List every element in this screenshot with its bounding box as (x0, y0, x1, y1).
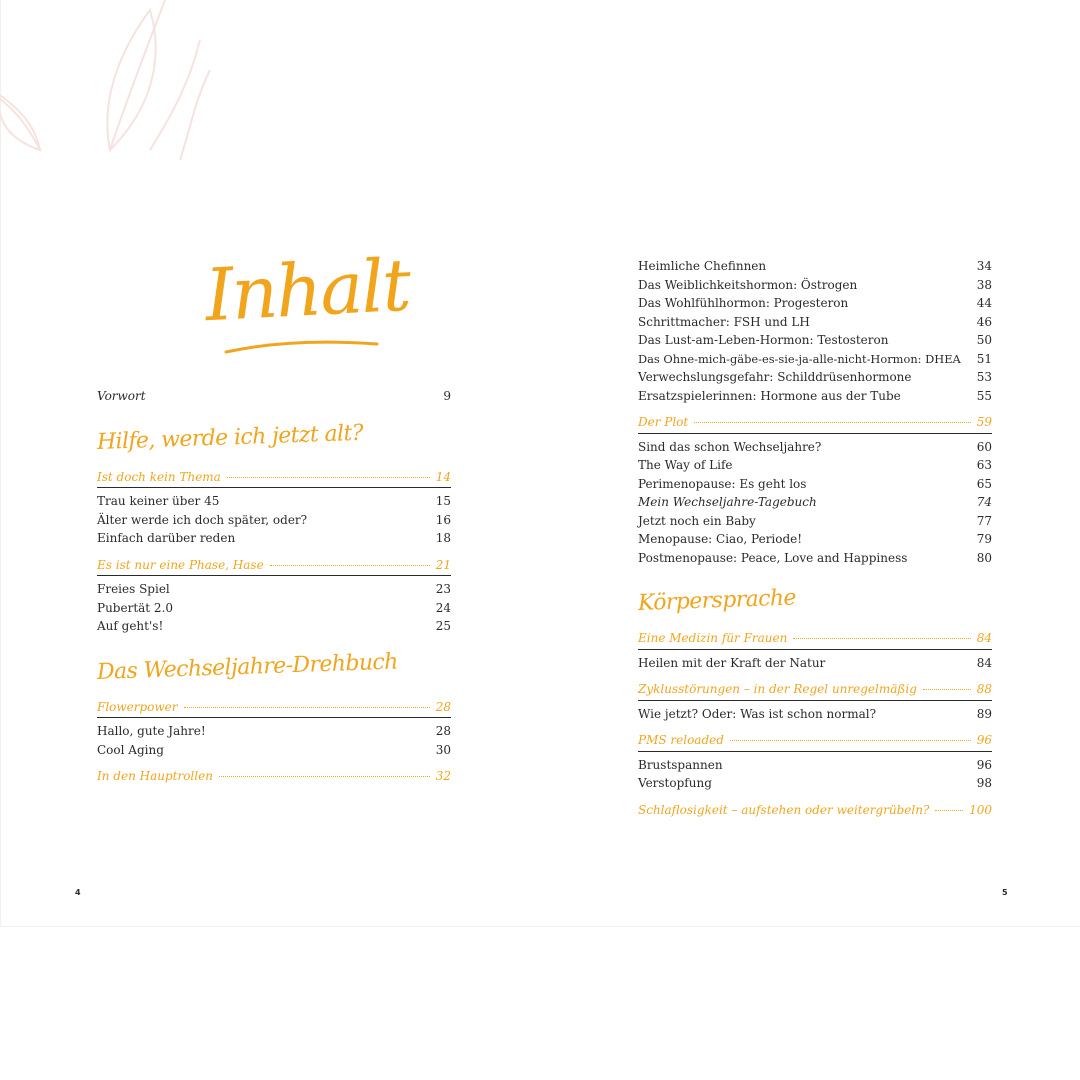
entry-page: 16 (435, 512, 451, 527)
chapter-title: In den Hauptrollen (97, 769, 213, 783)
entry-title: Das Lust-am-Leben-Hormon: Testosteron (638, 333, 889, 347)
entry-page: 9 (443, 389, 451, 403)
toc-entry[interactable] (638, 456, 992, 475)
chapter-heading[interactable] (638, 731, 992, 752)
chapter-page: 28 (435, 699, 451, 714)
chapter-heading[interactable] (97, 767, 451, 787)
entry-page: 74 (976, 495, 992, 509)
entry-title: Schrittmacher: FSH und LH (638, 314, 810, 329)
entry-title: Vorwort (97, 389, 146, 403)
entry-page: 84 (976, 655, 992, 670)
entry-title: Perimenopause: Es geht los (638, 476, 807, 491)
page-number-right: 5 (1002, 888, 1008, 897)
toc-left-column (97, 387, 451, 791)
leaf-decoration-icon (0, 0, 230, 160)
entry-page: 24 (435, 600, 451, 615)
chapter-page: 14 (435, 469, 451, 484)
entry-page: 63 (976, 458, 992, 472)
toc-entry[interactable] (638, 276, 992, 295)
toc-entry[interactable] (638, 331, 992, 350)
part-title: Hilfe, werde ich jetzt alt? (96, 420, 364, 455)
dot-leader (793, 638, 970, 639)
chapter-title: Flowerpower (97, 699, 178, 714)
entry-page: 50 (976, 333, 992, 347)
dot-leader (184, 707, 430, 708)
chapter-page: 96 (976, 733, 992, 747)
part-title: Das Wechseljahre-Drehbuch (96, 649, 399, 685)
dot-leader (730, 740, 971, 741)
chapter-title: PMS reloaded (638, 733, 724, 747)
chapter-page: 32 (435, 769, 451, 783)
entry-page: 55 (976, 388, 992, 403)
chapter-heading[interactable] (638, 629, 992, 650)
entry-page: 79 (976, 532, 992, 546)
entry-title: Jetzt noch ein Baby (638, 513, 756, 528)
toc-entry[interactable] (97, 617, 451, 636)
entry-title: Das Ohne-mich-gäbe-es-sie-ja-alle-nicht-Hormon: DHEA (638, 351, 961, 366)
toc-entry-vorwort[interactable] (97, 387, 451, 406)
entry-page: 25 (435, 619, 451, 633)
toc-entry[interactable] (638, 654, 992, 673)
dot-leader (227, 477, 430, 478)
entry-title: Brustspannen (638, 757, 723, 772)
toc-entry[interactable] (638, 313, 992, 332)
chapter-heading[interactable] (97, 698, 451, 719)
toc-entry[interactable] (97, 511, 451, 530)
entry-page: 89 (976, 706, 992, 721)
entry-title: The Way of Life (638, 458, 733, 472)
chapter-title: Der Plot (638, 415, 689, 429)
entry-page: 30 (435, 742, 451, 757)
entry-page: 65 (976, 476, 992, 491)
chapter-heading[interactable] (638, 680, 992, 701)
chapter-title: Es ist nur eine Phase, Hase (97, 557, 264, 572)
entry-title: Verwechslungsgefahr: Schilddrüsenhormone (638, 370, 912, 384)
dot-leader (694, 422, 970, 423)
title-underline (222, 338, 382, 358)
dot-leader (219, 776, 430, 777)
entry-page: 77 (976, 513, 992, 528)
chapter-page: 100 (969, 802, 992, 817)
chapter-page: 59 (976, 415, 992, 429)
entry-page: 34 (976, 259, 992, 273)
chapter-heading[interactable] (638, 413, 992, 434)
toc-entry[interactable] (97, 599, 451, 618)
entry-title: Heilen mit der Kraft der Natur (638, 655, 826, 670)
entry-title: Wie jetzt? Oder: Was ist schon normal? (638, 706, 877, 721)
toc-entry[interactable] (97, 492, 451, 511)
entry-title: Ersatzspielerinnen: Hormone aus der Tube (638, 388, 901, 403)
entry-title: Das Wohlfühlhormon: Progesteron (638, 296, 849, 310)
chapter-page: 88 (976, 682, 992, 696)
chapter-page: 21 (435, 557, 451, 572)
page-title: Inhalt (202, 242, 412, 338)
toc-entry[interactable] (638, 475, 992, 494)
toc-entry[interactable] (97, 741, 451, 760)
dot-leader (923, 689, 971, 690)
entry-title: Postmenopause: Peace, Love and Happiness (638, 550, 908, 565)
part-title: Körpersprache (637, 585, 797, 616)
toc-entry[interactable] (638, 368, 992, 387)
entry-page: 80 (976, 550, 992, 565)
entry-title: Trau keiner über 45 (97, 494, 220, 508)
toc-entry[interactable] (638, 294, 992, 313)
entry-title: Hallo, gute Jahre! (97, 724, 206, 738)
chapter-page: 84 (976, 631, 992, 645)
chapter-heading[interactable] (638, 801, 992, 821)
entry-page: 98 (976, 776, 992, 790)
entry-page: 28 (435, 724, 451, 738)
toc-entry[interactable] (97, 580, 451, 599)
page-number-left: 4 (75, 888, 81, 897)
entry-page: 51 (976, 351, 992, 366)
entry-title: Pubertät 2.0 (97, 600, 174, 615)
toc-entry[interactable] (638, 438, 992, 457)
chapter-heading[interactable] (97, 556, 451, 577)
entry-title: Heimliche Chefinnen (638, 259, 767, 273)
entry-page: 53 (976, 370, 992, 384)
entry-title: Freies Spiel (97, 582, 170, 596)
toc-entry[interactable] (97, 529, 451, 548)
entry-title: Einfach darüber reden (97, 531, 236, 545)
toc-entry[interactable] (638, 774, 992, 793)
toc-entry[interactable] (638, 549, 992, 568)
entry-title: Cool Aging (97, 742, 164, 757)
entry-title: Auf geht's! (97, 619, 164, 633)
entry-page: 38 (976, 277, 992, 292)
toc-entry[interactable] (638, 530, 992, 549)
entry-page: 60 (976, 439, 992, 454)
toc-entry[interactable] (638, 512, 992, 531)
entry-title: Sind das schon Wechseljahre? (638, 439, 822, 454)
chapter-heading[interactable] (97, 468, 451, 489)
entry-title: Das Weiblichkeitshormon: Östrogen (638, 277, 858, 292)
toc-entry[interactable] (97, 722, 451, 741)
toc-entry[interactable] (638, 350, 992, 369)
chapter-title: Zyklusstörungen – in der Regel unregelmäßig (638, 682, 917, 696)
toc-entry[interactable] (638, 705, 992, 724)
entry-page: 44 (976, 296, 992, 310)
chapter-title: Schlaflosigkeit – aufstehen oder weitergrübeln? (638, 802, 930, 817)
dot-leader (270, 565, 430, 566)
entry-title: Menopause: Ciao, Periode! (638, 532, 803, 546)
toc-entry[interactable] (638, 387, 992, 406)
entry-page: 46 (976, 314, 992, 329)
entry-page: 23 (435, 582, 451, 596)
toc-entry[interactable] (638, 257, 992, 276)
toc-entry[interactable] (638, 756, 992, 775)
entry-title: Verstopfung (638, 776, 712, 790)
toc-right-column (638, 257, 992, 824)
entry-page: 18 (435, 531, 451, 545)
entry-page: 96 (976, 757, 992, 772)
dot-leader (935, 810, 963, 811)
toc-entry[interactable] (638, 493, 992, 512)
entry-title: Älter werde ich doch später, oder? (97, 512, 308, 527)
entry-title: Mein Wechseljahre-Tagebuch (638, 495, 817, 509)
chapter-title: Eine Medizin für Frauen (638, 631, 788, 645)
chapter-title: Ist doch kein Thema (97, 469, 221, 484)
entry-page: 15 (435, 494, 451, 508)
